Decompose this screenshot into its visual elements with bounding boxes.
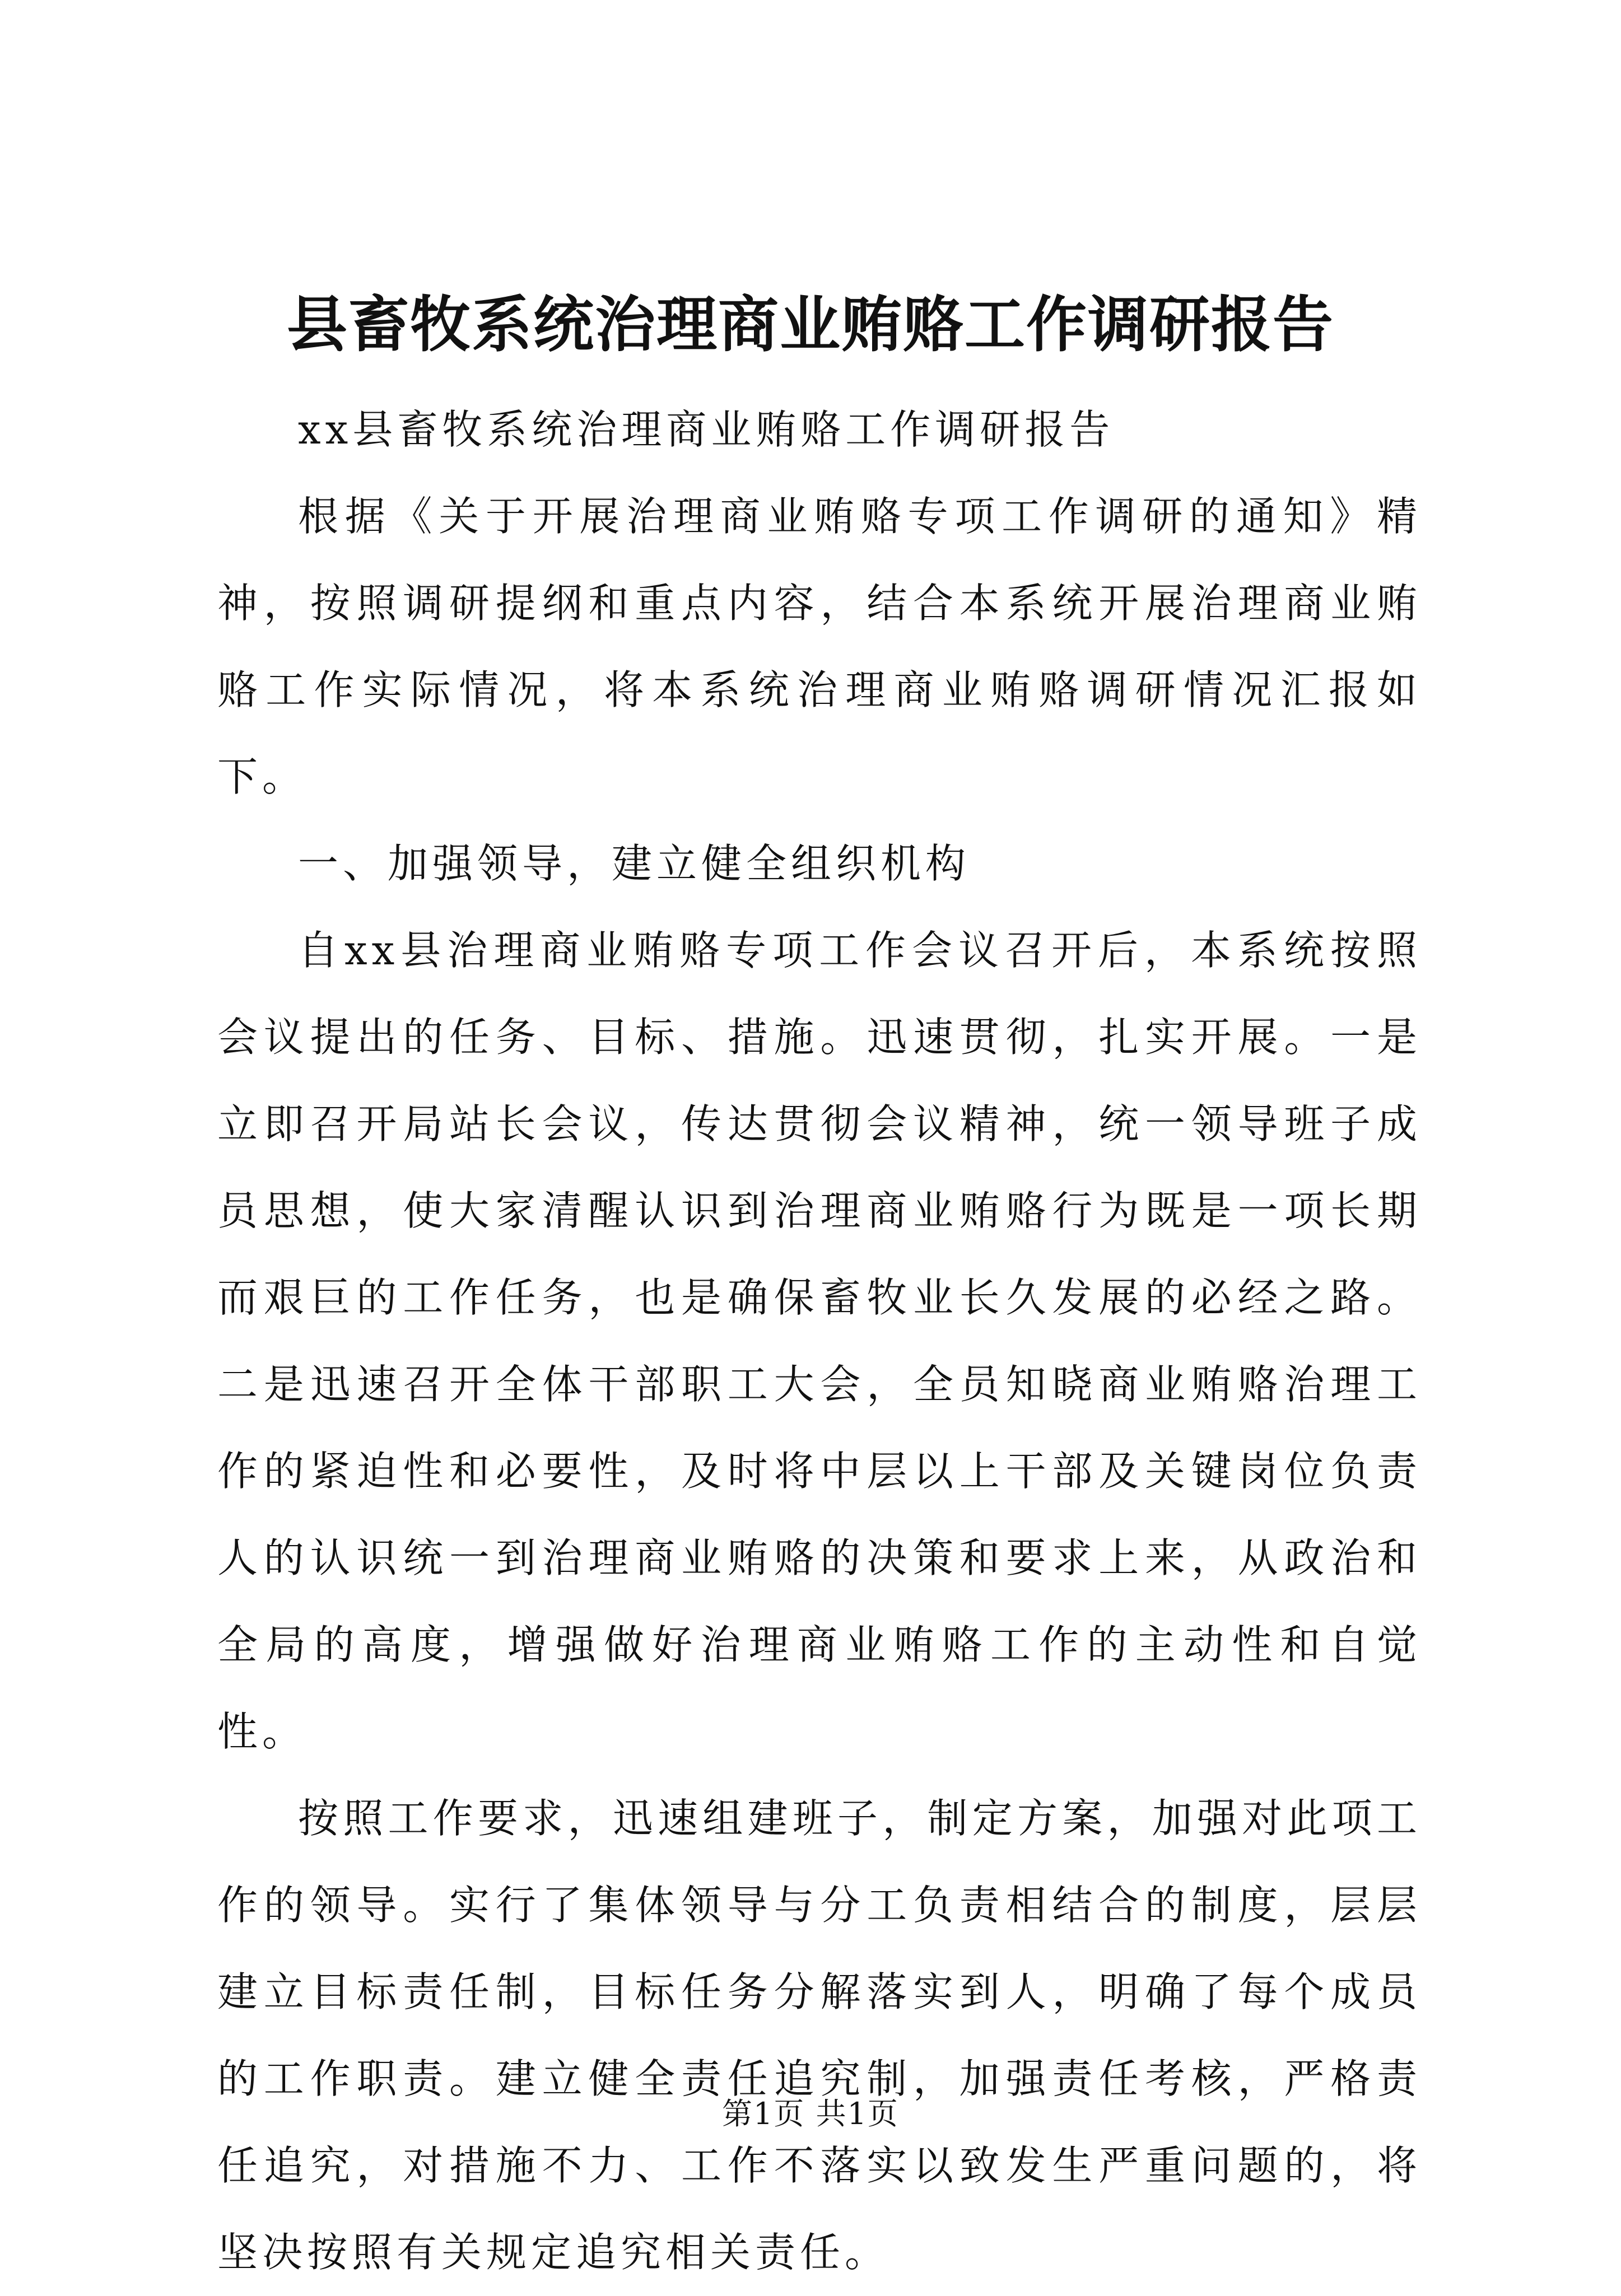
section-heading: 一、加强领导，建立健全组织机构 — [298, 840, 971, 887]
document-body — [217, 386, 1422, 2296]
intro-paragraph: 根据《关于开展治理商业贿赂专项工作调研的通知》精神，按照调研提纲和重点内容，结合本系统开展治理商业贿赂工作实际情况，将本系统治理商业贿赂调研情况汇报如下。 — [217, 493, 1422, 800]
body-paragraph: 按照工作要求，迅速组建班子，制定方案，加强对此项工作的领导。实行了集体领导与分工负责相结合的制度，层层建立目标责任制，目标任务分解落实到人，明确了每个成员的工作职责。建立健全责任追究制，加强责任考核，严格责任追究，对措施不力、工作不落实以致发生严重问题的，将坚决按照有关规定追究相关责任。 — [217, 1795, 1422, 2276]
document-title: 县畜牧系统治理商业贿赂工作调研报告 — [286, 290, 1334, 360]
subtitle-paragraph: xx县畜牧系统治理商业贿赂工作调研报告 — [298, 406, 1115, 453]
body-paragraph: 自xx县治理商业贿赂专项工作会议召开后，本系统按照会议提出的任务、目标、措施。迅速贯彻，扎实开展。一是立即召开局站长会议，传达贯彻会议精神，统一领导班子成员思想，使大家清醒认识到治理商业贿赂行为既是一项长期而艰巨的工作任务，也是确保畜牧业长久发展的必经之路。二是迅速召开全体干部职工大会，全员知晓商业贿赂治理工作的紧迫性和必要性，及时将中层以上干部及关键岗位负责人的认识统一到治理商业贿赂的决策和要求上来，从政治和全局的高度，增强做好治理商业贿赂工作的主动性和自觉性。 — [217, 927, 1422, 1755]
page-number-footer: 第1页 共1页 — [722, 2096, 899, 2131]
